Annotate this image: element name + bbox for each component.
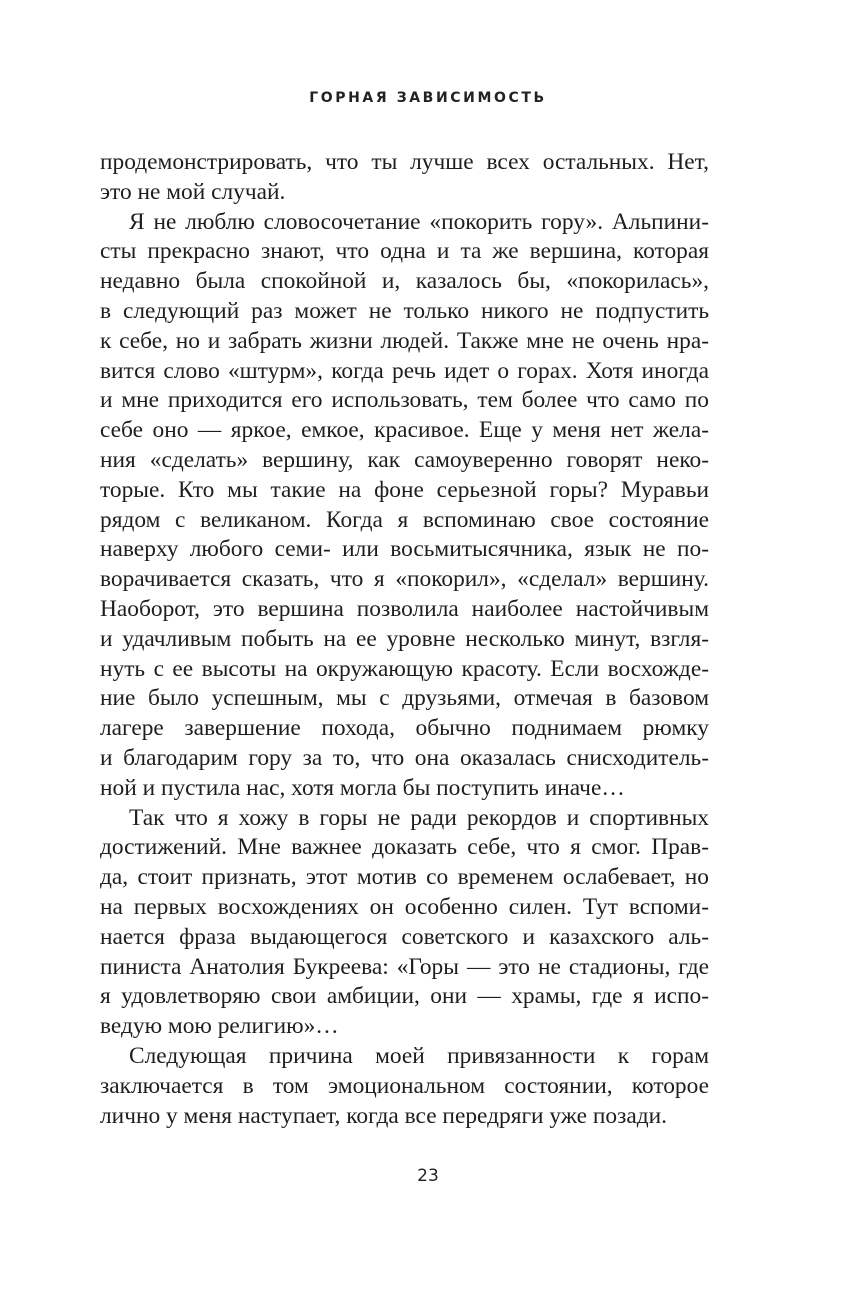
text-line: ние было успешным, мы с друзьями, отмечая в базовом — [100, 685, 709, 712]
running-header: ГОРНАЯ ЗАВИСИМОСТЬ — [309, 90, 547, 106]
text-line: нается фраза выдающегося советского и казахского аль- — [100, 923, 709, 950]
text-line: ния «сделать» вершину, как самоуверенно говорят неко- — [100, 446, 709, 473]
page-number: 23 — [417, 1166, 439, 1186]
text-line: пиниста Анатолия Букреева: «Горы — это не стадионы, где — [100, 953, 709, 980]
text-line: ведую мою религию»… — [100, 1013, 339, 1040]
text-line: вится слово «штурм», когда речь идет о горах. Хотя иногда — [100, 357, 709, 384]
text-line: сты прекрасно знают, что одна и та же вершина, которая — [100, 238, 709, 265]
text-line: Так что я хожу в горы не ради рекордов и спортивных — [129, 804, 709, 831]
paragraph — [100, 804, 709, 1042]
text-line: на первых восхождениях он особенно силен. Тут вспоми- — [100, 893, 709, 920]
text-line: лично у меня наступает, когда все передряги уже позади. — [100, 1102, 667, 1129]
paragraph — [100, 148, 709, 208]
text-line: ворачивается сказать, что я «покорил», «сделал» вершину. — [100, 566, 709, 593]
text-line: рядом с великаном. Когда я вспоминаю свое состояние — [100, 506, 709, 533]
text-line: Следующая причина моей привязанности к горам — [129, 1042, 709, 1069]
text-line: себе оно — яркое, емкое, красивое. Еще у меня нет жела- — [100, 417, 709, 444]
text-line: и благодарим гору за то, что она оказалась снисходитель- — [100, 744, 709, 771]
text-line: это не мой случай. — [100, 178, 286, 205]
paragraph — [100, 208, 709, 804]
text-line: нуть с ее высоты на окружающую красоту. Если восхожде- — [100, 655, 709, 682]
text-line: и удачливым побыть на ее уровне несколько минут, взгля- — [100, 625, 709, 652]
text-line: наверху любого семи- или восьмитысячника, язык не по- — [100, 536, 709, 563]
text-line: недавно была спокойной и, казалось бы, «покорилась», — [100, 268, 709, 295]
text-line: продемонстрировать, что ты лучше всех остальных. Нет, — [100, 149, 709, 175]
text-line: ной и пустила нас, хотя могла бы поступить иначе… — [100, 774, 625, 801]
text-line: Я не люблю словосочетание «покорить гору». Альпини- — [129, 208, 709, 235]
body-text — [100, 148, 709, 1131]
text-line: Наоборот, это вершина позволила наиболее настойчивым — [100, 595, 709, 622]
text-line: я удовлетворяю свои амбиции, они — храмы, где я испо- — [100, 983, 709, 1010]
text-line: заключается в том эмоциональном состоянии, которое — [100, 1072, 709, 1099]
text-line: в следующий раз может не только никого не подпустить — [100, 297, 709, 324]
text-line: да, стоит признать, этот мотив со временем ослабевает, но — [100, 864, 709, 891]
paragraph — [100, 1042, 709, 1131]
text-line: и мне приходится его использовать, тем более что само по — [100, 387, 709, 414]
text-line: достижений. Мне важнее доказать себе, что я смог. Прав- — [100, 834, 709, 861]
text-line: торые. Кто мы такие на фоне серьезной горы? Муравьи — [100, 476, 709, 503]
text-line: лагере завершение похода, обычно поднимаем рюмку — [100, 715, 709, 742]
text-line: к себе, но и забрать жизни людей. Также мне не очень нра- — [100, 327, 709, 354]
